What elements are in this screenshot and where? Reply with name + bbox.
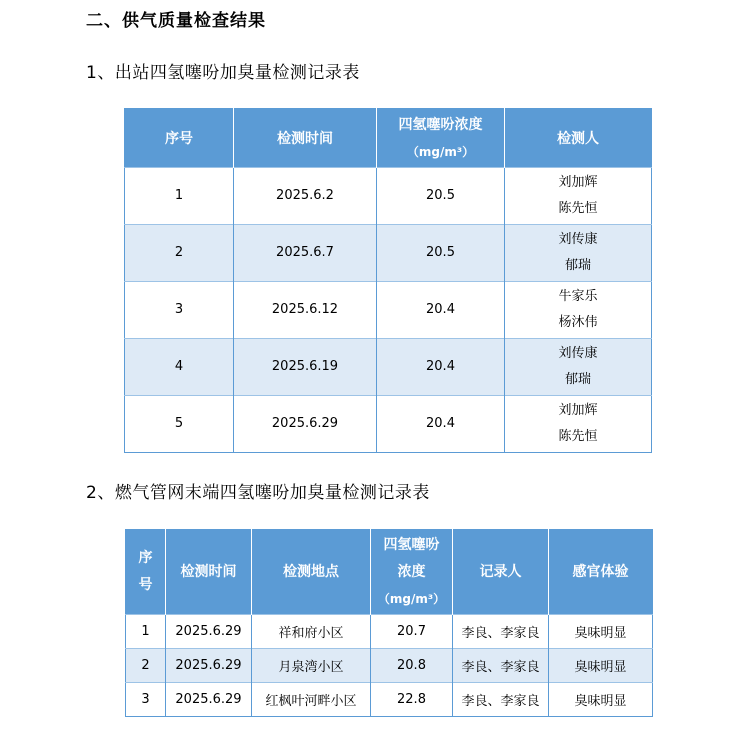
cell-location: 祥和府小区 bbox=[252, 615, 371, 649]
inspector-name: 刘传康 bbox=[558, 232, 598, 247]
cell-sense: 臭味明显 bbox=[549, 615, 653, 649]
table-row bbox=[126, 649, 653, 683]
inspector-name: 牛家乐 bbox=[558, 289, 598, 304]
cell-value: 20.7 bbox=[371, 615, 453, 649]
cell-sense: 臭味明显 bbox=[549, 683, 653, 717]
header-concentration-line2: 浓度 bbox=[397, 564, 426, 580]
cell-date: 2025.6.29 bbox=[166, 683, 252, 717]
header-recorder: 记录人 bbox=[453, 530, 549, 615]
cell-inspector bbox=[505, 168, 652, 225]
cell-seq: 1 bbox=[126, 615, 166, 649]
cell-value: 20.4 bbox=[377, 396, 505, 453]
cell-seq: 2 bbox=[125, 225, 234, 282]
cell-seq: 1 bbox=[125, 168, 234, 225]
cell-seq: 3 bbox=[125, 282, 234, 339]
header-seq: 序号 bbox=[125, 109, 234, 168]
inspector-name: 陈先恒 bbox=[558, 429, 598, 444]
inspector-name: 陈先恒 bbox=[558, 201, 598, 216]
cell-inspector bbox=[505, 339, 652, 396]
inspector-name: 杨沐伟 bbox=[558, 315, 598, 330]
table-row bbox=[125, 168, 652, 225]
cell-seq: 2 bbox=[126, 649, 166, 683]
inspector-name: 刘传康 bbox=[558, 346, 598, 361]
table1-title: 1、出站四氢噻吩加臭量检测记录表 bbox=[86, 63, 360, 83]
cell-date: 2025.6.2 bbox=[234, 168, 377, 225]
header-inspector: 检测人 bbox=[505, 109, 652, 168]
header-concentration bbox=[377, 109, 505, 168]
header-concentration-unit: （mg/m³） bbox=[377, 592, 446, 606]
cell-value: 20.8 bbox=[371, 649, 453, 683]
table-header-row bbox=[126, 530, 653, 615]
cell-seq: 3 bbox=[126, 683, 166, 717]
table2-title: 2、燃气管网末端四氢噻吩加臭量检测记录表 bbox=[86, 483, 430, 503]
cell-value: 20.5 bbox=[377, 225, 505, 282]
cell-date: 2025.6.7 bbox=[234, 225, 377, 282]
cell-recorder: 李良、李家良 bbox=[453, 615, 549, 649]
table-row bbox=[125, 339, 652, 396]
header-concentration-unit: （mg/m³） bbox=[406, 145, 475, 159]
cell-recorder: 李良、李家良 bbox=[453, 649, 549, 683]
cell-value: 20.4 bbox=[377, 282, 505, 339]
header-concentration-line1: 四氢噻吩 bbox=[383, 537, 440, 553]
network-end-odorant-table bbox=[125, 529, 653, 717]
header-seq-line1: 序 bbox=[138, 550, 153, 566]
cell-sense: 臭味明显 bbox=[549, 649, 653, 683]
cell-date: 2025.6.12 bbox=[234, 282, 377, 339]
cell-location: 红枫叶河畔小区 bbox=[252, 683, 371, 717]
cell-seq: 5 bbox=[125, 396, 234, 453]
header-sense: 感官体验 bbox=[549, 530, 653, 615]
table-row bbox=[125, 282, 652, 339]
cell-date: 2025.6.29 bbox=[166, 615, 252, 649]
header-seq-line2: 号 bbox=[138, 577, 153, 593]
header-time: 检测时间 bbox=[234, 109, 377, 168]
cell-recorder: 李良、李家良 bbox=[453, 683, 549, 717]
header-concentration bbox=[371, 530, 453, 615]
header-seq bbox=[126, 530, 166, 615]
cell-value: 22.8 bbox=[371, 683, 453, 717]
cell-value: 20.4 bbox=[377, 339, 505, 396]
header-concentration-label: 四氢噻吩浓度 bbox=[398, 117, 483, 133]
section-title: 二、供气质量检查结果 bbox=[86, 11, 266, 31]
inspector-name: 郁瑞 bbox=[564, 372, 591, 387]
inspector-name: 刘加辉 bbox=[558, 175, 598, 190]
cell-inspector bbox=[505, 396, 652, 453]
cell-inspector bbox=[505, 282, 652, 339]
cell-value: 20.5 bbox=[377, 168, 505, 225]
header-location: 检测地点 bbox=[252, 530, 371, 615]
cell-date: 2025.6.29 bbox=[166, 649, 252, 683]
table-header-row bbox=[125, 109, 652, 168]
cell-date: 2025.6.19 bbox=[234, 339, 377, 396]
cell-inspector bbox=[505, 225, 652, 282]
table-row bbox=[126, 615, 653, 649]
table-row bbox=[126, 683, 653, 717]
inspector-name: 郁瑞 bbox=[564, 258, 591, 273]
cell-location: 月泉湾小区 bbox=[252, 649, 371, 683]
table-row bbox=[125, 396, 652, 453]
outlet-odorant-table bbox=[124, 108, 652, 453]
header-time: 检测时间 bbox=[166, 530, 252, 615]
table-row bbox=[125, 225, 652, 282]
inspector-name: 刘加辉 bbox=[558, 403, 598, 418]
cell-date: 2025.6.29 bbox=[234, 396, 377, 453]
cell-seq: 4 bbox=[125, 339, 234, 396]
